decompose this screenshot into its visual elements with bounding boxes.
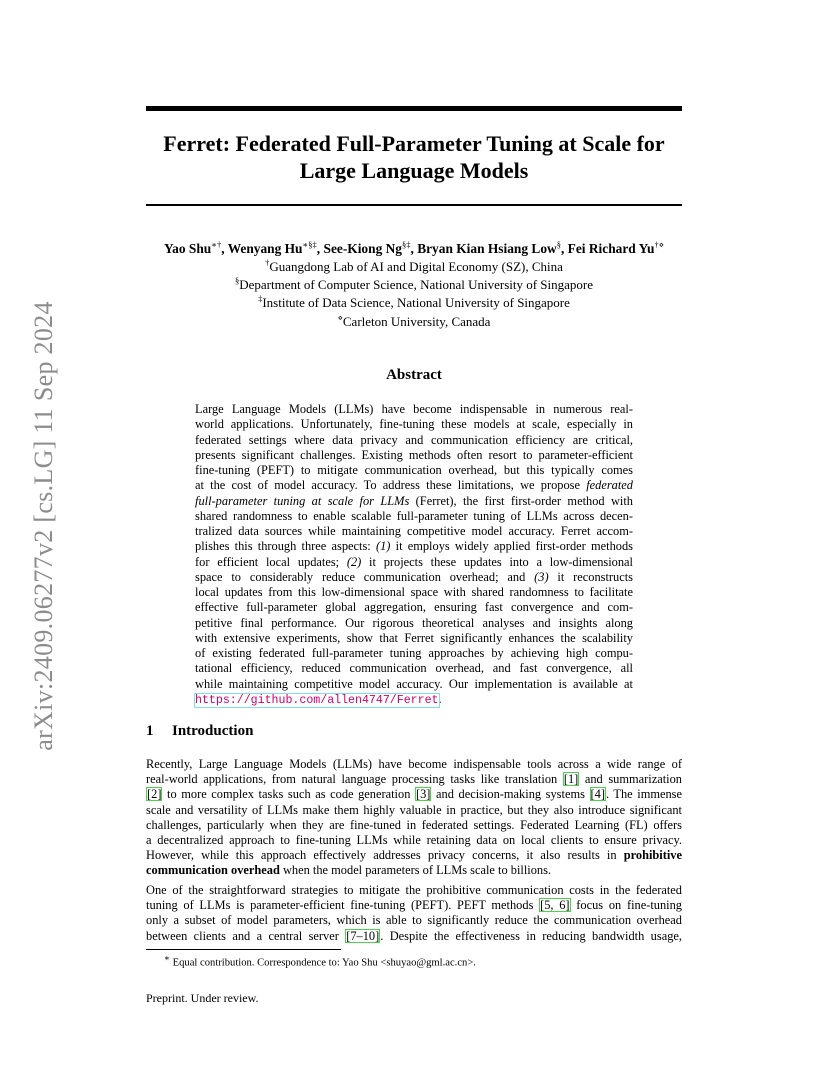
author-mark: ∗†	[211, 239, 222, 250]
citation-link[interactable]: [5, 6]	[540, 898, 570, 913]
body-line: Recently, Large Language Models (LLMs) have become indispensable tools across a wide range of	[146, 757, 682, 771]
abstract-text: it reconstructs	[548, 569, 633, 584]
body-text: to more complex tasks such as code generation	[162, 787, 415, 802]
affiliation	[100, 276, 728, 294]
affiliation-text: Carleton University, Canada	[342, 313, 491, 329]
citation-link[interactable]: [4]	[590, 787, 605, 802]
author-separator: ,	[560, 241, 568, 256]
body-bold: communication overhead	[146, 863, 280, 878]
abstract-text: it projects these updates into a low-dimensional	[361, 554, 634, 569]
abstract-line: fine-tuning (PEFT) to mitigate communication overhead, but this typically comes	[195, 463, 633, 477]
body-text: when the model parameters of LLMs scale to billions.	[279, 863, 552, 878]
body-line	[146, 898, 682, 913]
abstract-line: federated settings where data privacy and communication efficiency are critical,	[195, 432, 633, 447]
body-line: only a subset of model parameters, which is able to significantly reduce the communication overhead	[146, 913, 682, 928]
body-text: However, while this approach effectively addresses privacy concerns, it also results in	[146, 848, 624, 863]
author-separator: ,	[410, 241, 418, 256]
abstract-line	[195, 494, 633, 509]
abstract-emphasis: full-parameter tuning at scale for LLMs	[195, 493, 410, 508]
author-mark: ∗§‡	[302, 239, 317, 250]
abstract-line: shared randomness to enable scalable full-parameter tuning of LLMs across decen-	[195, 508, 633, 523]
author-mark: †⋄	[654, 239, 665, 250]
body-bold: prohibitive	[623, 848, 682, 863]
github-link[interactable]: https://github.com/allen4747/Ferret	[195, 693, 439, 707]
abstract-line	[195, 570, 633, 585]
abstract-emphasis: (3)	[534, 569, 549, 584]
citation-link[interactable]: [2]	[147, 787, 162, 802]
abstract-text: .	[438, 691, 442, 706]
author-name: See-Kiong Ng	[323, 241, 402, 256]
abstract-line: world applications. Unfortunately, fine-tuning these models at scale, especially in	[195, 417, 633, 432]
author-name: Wenyang Hu	[227, 241, 303, 256]
body-line	[146, 787, 682, 802]
body-line: scale and versatility of LLMs make them highly valuable in practice, but they also introduce significant	[146, 802, 682, 817]
body-line: One of the straightforward strategies to mitigate the prohibitive communication costs in the federated	[146, 883, 682, 897]
preprint-note: Preprint. Under review.	[146, 991, 259, 1005]
author-mark: §‡	[401, 239, 411, 250]
title-line-1: Ferret: Federated Full-Parameter Tuning at Scale for	[163, 131, 665, 156]
body-text: focus on fine-tuning	[570, 898, 683, 913]
abstract-line: while maintaining competitive model accuracy. Our implementation is available at	[195, 676, 633, 691]
author-name: Bryan Kian Hsiang Low	[417, 241, 557, 256]
author-block	[100, 240, 728, 331]
abstract-line	[195, 555, 633, 570]
abstract-line	[195, 692, 633, 708]
abstract-text: at the cost of model accuracy. To address these limitations, we propose	[195, 478, 587, 493]
affiliation-text: Institute of Data Science, National University of Singapore	[262, 295, 570, 311]
body-text: real-world applications, from natural language processing tasks like translation	[146, 772, 563, 787]
abstract-line: tralized data sources while maintaining competitive model accuracy. Ferret accom-	[195, 524, 633, 538]
body-line	[146, 848, 682, 863]
abstract-line: effective full-parameter global aggregation, ensuring fast convergence and com-	[195, 600, 633, 615]
affiliation-text: Guangdong Lab of AI and Digital Economy (SZ), China	[269, 259, 563, 274]
author-names	[100, 240, 728, 258]
author-separator: ,	[221, 241, 228, 256]
abstract-text: it employs widely applied first-order methods	[390, 539, 633, 554]
abstract-line	[195, 539, 633, 554]
citation-link[interactable]: [1]	[563, 772, 579, 787]
body-line	[146, 929, 682, 944]
abstract-heading: Abstract	[386, 367, 442, 383]
author-mark: §	[556, 239, 561, 250]
author-separator: ,	[316, 241, 324, 256]
section-title: Introduction	[172, 723, 254, 739]
abstract-text: for efficient local updates;	[195, 554, 347, 569]
footnote-text: Equal contribution. Correspondence to: Yao Shu <shuyao@gml.ac.cn>.	[170, 957, 476, 969]
citation-link[interactable]: [3]	[415, 787, 431, 802]
body-text: . The immense	[605, 787, 682, 802]
abstract-text: (Ferret), the first first-order method with	[409, 493, 633, 508]
abstract-line	[195, 478, 633, 493]
title-line-2: Large Language Models	[299, 158, 529, 183]
body-line	[146, 863, 682, 878]
abstract-line: with extensive experiments, show that Ferret significantly enhances the scalability	[195, 630, 633, 645]
affiliation-mark: ⋄	[337, 312, 343, 323]
section-number: 1	[146, 723, 154, 739]
body-text: and decision-making systems	[431, 787, 590, 802]
affiliation-mark: ‡	[258, 294, 263, 305]
abstract-line: tational efficiency, reduced communication overhead, and fast convergence, all	[195, 661, 633, 676]
paper-title	[146, 130, 682, 184]
abstract-line: petitive final performance. Our rigorous theoretical analyses and insights along	[195, 615, 633, 630]
title-bottom-rule	[146, 204, 682, 206]
abstract-line: Large Language Models (LLMs) have become indispensable in numerous real-	[195, 402, 633, 416]
affiliation-mark: †	[265, 257, 270, 268]
citation-link[interactable]: [7–10]	[346, 928, 380, 943]
abstract-line: local updates from this low-dimensional space with shared randomness to facilitate	[195, 585, 633, 599]
abstract-emphasis: federated	[586, 478, 633, 493]
abstract-emphasis: (2)	[346, 554, 362, 569]
footnote-rule	[146, 949, 341, 950]
abstract-line: presents significant challenges. Existing methods often resort to parameter-efficient	[195, 447, 633, 462]
intro-paragraph-2	[146, 883, 682, 944]
author-name: Yao Shu	[163, 241, 212, 256]
section-heading-introduction	[146, 723, 253, 740]
intro-paragraph-1	[146, 757, 682, 879]
footnote-mark: ∗	[164, 953, 171, 963]
body-text: and summarization	[579, 772, 682, 787]
body-line	[146, 772, 682, 787]
affiliation-text: Department of Computer Science, National University of Singapore	[239, 277, 594, 293]
abstract-line: of existing federated full-parameter tuning approaches by achieving high compu-	[195, 646, 633, 660]
abstract-text: space to considerably reduce communication overhead; and	[195, 569, 535, 584]
body-line: a decentralized approach to fine-tuning LLMs while retaining data on local clients to ensure privacy.	[146, 833, 682, 848]
arxiv-identifier: arXiv:2409.06277v2 [cs.LG] 11 Sep 2024	[29, 301, 58, 751]
abstract-text: plishes this through three aspects:	[195, 539, 376, 554]
affiliation-mark: §	[234, 275, 240, 286]
affiliation	[100, 313, 728, 331]
affiliation	[100, 294, 728, 312]
abstract-body	[195, 402, 633, 708]
affiliation	[100, 258, 728, 276]
body-line: challenges, particularly when they are fine-tuned in federated settings. Federated Learning (FL) offers	[146, 817, 682, 832]
author-name: Fei Richard Yu	[567, 241, 655, 256]
body-text: between clients and a central server	[146, 928, 346, 943]
body-text: . Despite the effectiveness in reducing bandwidth usage,	[380, 928, 682, 943]
title-top-rule	[146, 106, 682, 111]
body-text: tuning of LLMs is parameter-efficient fine-tuning (PEFT). PEFT methods	[146, 898, 540, 913]
abstract-emphasis: (1)	[375, 539, 391, 554]
footnote	[164, 953, 476, 969]
